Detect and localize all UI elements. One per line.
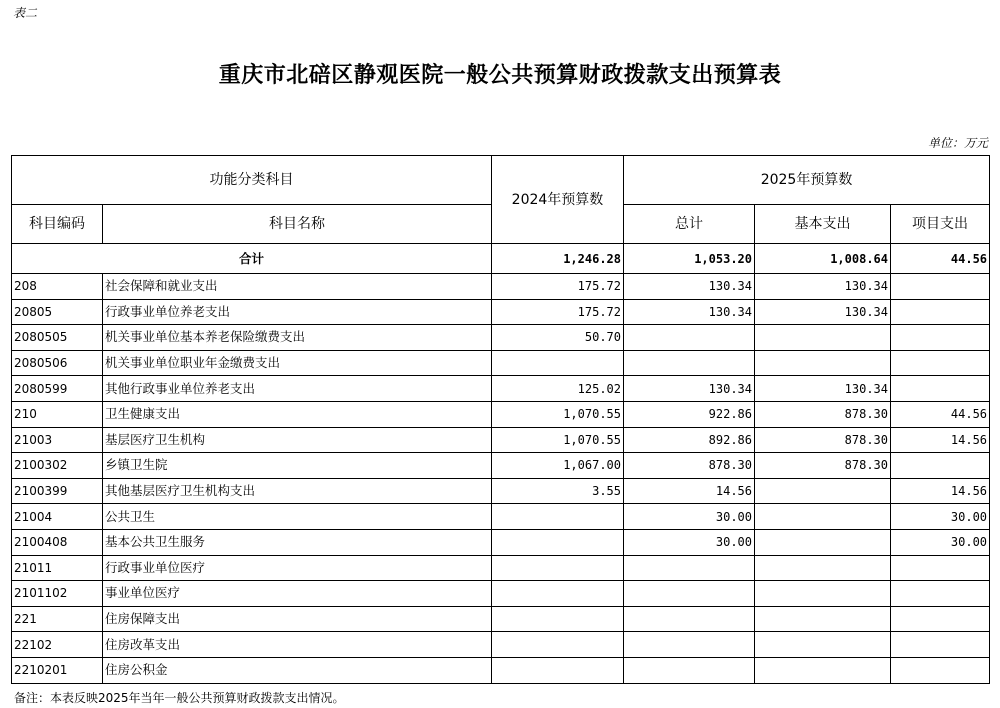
row-project: 44.56 bbox=[891, 401, 990, 427]
table-row bbox=[12, 350, 990, 376]
row-code: 208 bbox=[12, 274, 103, 300]
total-label: 合计 bbox=[12, 244, 492, 274]
table-row bbox=[12, 581, 990, 607]
row-name: 行政事业单位养老支出 bbox=[103, 299, 492, 325]
row-project: 14.56 bbox=[891, 427, 990, 453]
row-name: 机关事业单位职业年金缴费支出 bbox=[103, 350, 492, 376]
table-row bbox=[12, 606, 990, 632]
row-total: 30.00 bbox=[624, 529, 755, 555]
row-code: 20805 bbox=[12, 299, 103, 325]
row-name: 机关事业单位基本养老保险缴费支出 bbox=[103, 325, 492, 351]
row-total: 130.34 bbox=[624, 376, 755, 402]
row-name: 住房保障支出 bbox=[103, 606, 492, 632]
row-total: 130.34 bbox=[624, 274, 755, 300]
row-name: 其他基层医疗卫生机构支出 bbox=[103, 478, 492, 504]
row-code: 22102 bbox=[12, 632, 103, 658]
unit-label: 单位：万元 bbox=[927, 136, 988, 150]
page-title: 重庆市北碚区静观医院一般公共预算财政拨款支出预算表 bbox=[218, 62, 782, 88]
row-code: 221 bbox=[12, 606, 103, 632]
table-row bbox=[12, 504, 990, 530]
table-label: 表二 bbox=[13, 6, 38, 20]
row-budget-2024: 125.02 bbox=[492, 376, 624, 402]
table-row bbox=[12, 299, 990, 325]
row-project bbox=[891, 376, 990, 402]
row-budget-2024 bbox=[492, 606, 624, 632]
row-name: 乡镇卫生院 bbox=[103, 453, 492, 479]
table-row bbox=[12, 325, 990, 351]
header-basic: 基本支出 bbox=[755, 205, 891, 244]
total-project: 44.56 bbox=[891, 244, 990, 274]
header-total: 总计 bbox=[624, 205, 755, 244]
header-budget-2024: 2024年预算数 bbox=[492, 156, 624, 244]
table-row bbox=[12, 632, 990, 658]
row-total bbox=[624, 606, 755, 632]
table-row bbox=[12, 657, 990, 683]
row-project: 14.56 bbox=[891, 478, 990, 504]
total-total: 1,053.20 bbox=[624, 244, 755, 274]
row-code: 210 bbox=[12, 401, 103, 427]
row-project bbox=[891, 555, 990, 581]
row-project: 30.00 bbox=[891, 529, 990, 555]
row-budget-2024: 50.70 bbox=[492, 325, 624, 351]
row-code: 2100408 bbox=[12, 529, 103, 555]
row-project bbox=[891, 657, 990, 683]
row-basic: 878.30 bbox=[755, 401, 891, 427]
row-budget-2024 bbox=[492, 657, 624, 683]
row-code: 2100302 bbox=[12, 453, 103, 479]
row-budget-2024: 1,070.55 bbox=[492, 401, 624, 427]
row-project bbox=[891, 350, 990, 376]
row-name: 基本公共卫生服务 bbox=[103, 529, 492, 555]
row-basic: 878.30 bbox=[755, 453, 891, 479]
row-basic bbox=[755, 606, 891, 632]
row-budget-2024: 3.55 bbox=[492, 478, 624, 504]
row-basic bbox=[755, 555, 891, 581]
header-code: 科目编码 bbox=[12, 205, 103, 244]
row-total: 892.86 bbox=[624, 427, 755, 453]
row-total: 922.86 bbox=[624, 401, 755, 427]
row-basic: 130.34 bbox=[755, 376, 891, 402]
table-row bbox=[12, 453, 990, 479]
total-row bbox=[12, 244, 990, 274]
row-budget-2024 bbox=[492, 350, 624, 376]
row-code: 2101102 bbox=[12, 581, 103, 607]
row-basic bbox=[755, 581, 891, 607]
row-basic bbox=[755, 325, 891, 351]
row-name: 社会保障和就业支出 bbox=[103, 274, 492, 300]
row-total bbox=[624, 657, 755, 683]
row-project bbox=[891, 453, 990, 479]
row-total bbox=[624, 581, 755, 607]
row-total: 878.30 bbox=[624, 453, 755, 479]
table-row bbox=[12, 555, 990, 581]
row-total bbox=[624, 555, 755, 581]
table-row bbox=[12, 529, 990, 555]
row-basic bbox=[755, 350, 891, 376]
row-code: 2080599 bbox=[12, 376, 103, 402]
row-basic: 878.30 bbox=[755, 427, 891, 453]
row-project bbox=[891, 325, 990, 351]
row-budget-2024 bbox=[492, 581, 624, 607]
table-row bbox=[12, 478, 990, 504]
total-budget-2024: 1,246.28 bbox=[492, 244, 624, 274]
row-budget-2024 bbox=[492, 504, 624, 530]
row-total: 130.34 bbox=[624, 299, 755, 325]
row-code: 2210201 bbox=[12, 657, 103, 683]
row-budget-2024: 175.72 bbox=[492, 299, 624, 325]
row-project bbox=[891, 581, 990, 607]
row-budget-2024 bbox=[492, 632, 624, 658]
row-budget-2024: 1,070.55 bbox=[492, 427, 624, 453]
header-row-1 bbox=[12, 156, 990, 205]
row-basic bbox=[755, 632, 891, 658]
table-row bbox=[12, 427, 990, 453]
row-basic bbox=[755, 478, 891, 504]
row-code: 21011 bbox=[12, 555, 103, 581]
row-project bbox=[891, 632, 990, 658]
row-code: 2100399 bbox=[12, 478, 103, 504]
row-code: 2080505 bbox=[12, 325, 103, 351]
row-name: 基层医疗卫生机构 bbox=[103, 427, 492, 453]
row-name: 其他行政事业单位养老支出 bbox=[103, 376, 492, 402]
row-project bbox=[891, 299, 990, 325]
total-basic: 1,008.64 bbox=[755, 244, 891, 274]
header-budget-2025: 2025年预算数 bbox=[624, 156, 990, 205]
row-code: 2080506 bbox=[12, 350, 103, 376]
table-row bbox=[12, 274, 990, 300]
header-project: 项目支出 bbox=[891, 205, 990, 244]
row-basic: 130.34 bbox=[755, 299, 891, 325]
row-name: 行政事业单位医疗 bbox=[103, 555, 492, 581]
table-row bbox=[12, 376, 990, 402]
row-basic bbox=[755, 504, 891, 530]
row-total: 14.56 bbox=[624, 478, 755, 504]
row-name: 卫生健康支出 bbox=[103, 401, 492, 427]
footnote: 备注：本表反映2025年当年一般公共预算财政拨款支出情况。 bbox=[14, 691, 345, 705]
row-basic bbox=[755, 657, 891, 683]
header-name: 科目名称 bbox=[103, 205, 492, 244]
budget-table bbox=[11, 155, 990, 684]
row-project: 30.00 bbox=[891, 504, 990, 530]
row-code: 21004 bbox=[12, 504, 103, 530]
row-budget-2024 bbox=[492, 555, 624, 581]
row-name: 事业单位医疗 bbox=[103, 581, 492, 607]
table-row bbox=[12, 401, 990, 427]
row-total: 30.00 bbox=[624, 504, 755, 530]
row-total bbox=[624, 350, 755, 376]
row-code: 21003 bbox=[12, 427, 103, 453]
row-budget-2024 bbox=[492, 529, 624, 555]
header-function-category: 功能分类科目 bbox=[12, 156, 492, 205]
row-basic bbox=[755, 529, 891, 555]
row-project bbox=[891, 606, 990, 632]
row-name: 住房改革支出 bbox=[103, 632, 492, 658]
row-project bbox=[891, 274, 990, 300]
row-basic: 130.34 bbox=[755, 274, 891, 300]
row-name: 公共卫生 bbox=[103, 504, 492, 530]
row-budget-2024: 1,067.00 bbox=[492, 453, 624, 479]
row-total bbox=[624, 325, 755, 351]
row-total bbox=[624, 632, 755, 658]
row-name: 住房公积金 bbox=[103, 657, 492, 683]
row-budget-2024: 175.72 bbox=[492, 274, 624, 300]
